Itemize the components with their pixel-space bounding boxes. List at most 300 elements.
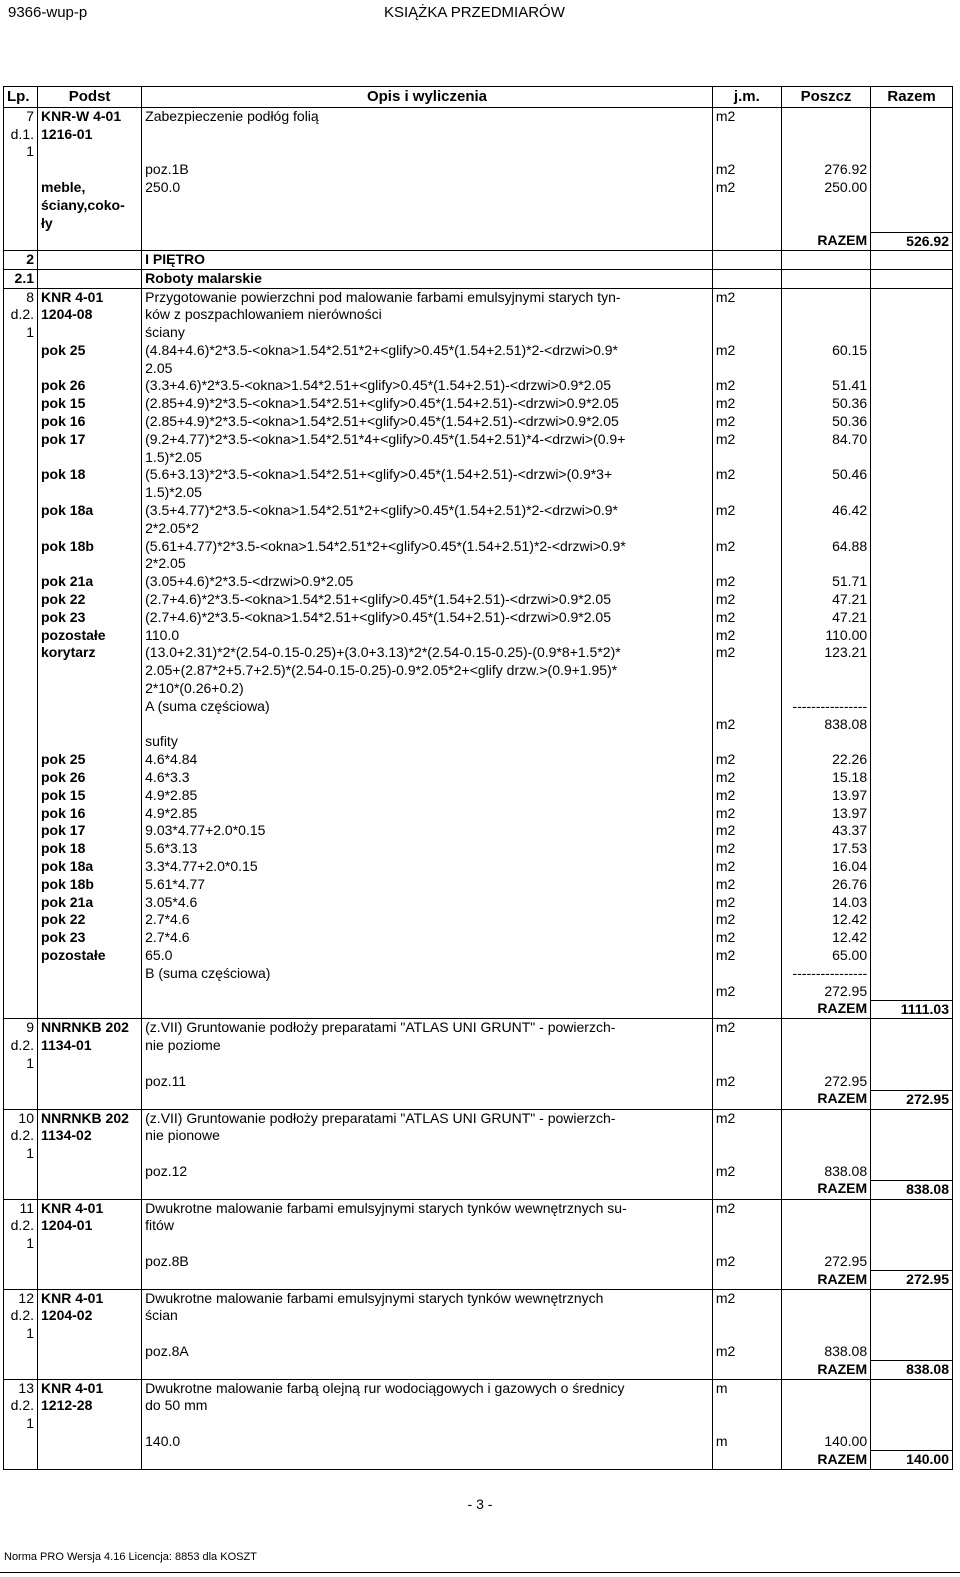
podst-cell: pok 23 [38, 609, 142, 627]
page-number: - 3 - [467, 1496, 493, 1512]
poszcz-cell [781, 520, 870, 538]
jm-cell: m2 [712, 466, 781, 484]
lp-cell: 1 [4, 1055, 38, 1073]
poszcz-cell: 51.41 [781, 377, 870, 395]
razem-cell [871, 1397, 953, 1415]
calc-row [4, 342, 953, 360]
razem-cell [871, 179, 953, 197]
opis-cell [142, 1325, 713, 1343]
podst-cell: 1204-08 [38, 306, 142, 324]
lp-cell [4, 769, 38, 787]
razem-cell [871, 787, 953, 805]
podst-cell: pok 22 [38, 591, 142, 609]
lp-cell [4, 1163, 38, 1181]
razem-cell [871, 377, 953, 395]
calc-row [4, 858, 953, 876]
calc-row [4, 1253, 953, 1271]
jm-cell: m2 [712, 627, 781, 645]
podst-cell: pok 18 [38, 840, 142, 858]
jm-cell [712, 1307, 781, 1325]
jm-cell: m2 [712, 1109, 781, 1127]
jm-cell: m2 [712, 1073, 781, 1091]
calc-row [4, 197, 953, 215]
razem-cell [871, 449, 953, 467]
razem-cell [871, 1325, 953, 1343]
poszcz-cell [781, 324, 870, 342]
jm-cell: m2 [712, 1019, 781, 1037]
lp-cell: d.2. [4, 1127, 38, 1145]
poszcz-cell [781, 270, 870, 289]
lp-cell [4, 573, 38, 591]
podst-cell: 1204-01 [38, 1217, 142, 1235]
opis-cell: ków z poszpachlowaniem nierówności [142, 306, 713, 324]
opis-cell [142, 1235, 713, 1253]
razem-cell [871, 1235, 953, 1253]
lp-cell [4, 947, 38, 965]
opis-cell: poz.1B [142, 161, 713, 179]
col-razem: Razem [871, 87, 953, 108]
podst-cell: pok 15 [38, 787, 142, 805]
lp-cell: d.2. [4, 1307, 38, 1325]
jm-cell: m2 [712, 609, 781, 627]
estimate-table [3, 86, 953, 1470]
poszcz-cell: 65.00 [781, 947, 870, 965]
podst-cell: pok 18 [38, 466, 142, 484]
poszcz-cell: 47.21 [781, 591, 870, 609]
poszcz-cell: RAZEM [781, 1180, 870, 1199]
lp-cell: d.2. [4, 1397, 38, 1415]
opis-cell: 3.3*4.77+2.0*0.15 [142, 858, 713, 876]
podst-cell: NNRNKB 202 [38, 1109, 142, 1127]
jm-cell: m2 [712, 894, 781, 912]
lp-cell: 9 [4, 1019, 38, 1037]
poszcz-cell: 123.21 [781, 644, 870, 662]
opis-cell: 5.61*4.77 [142, 876, 713, 894]
razem-cell [871, 1019, 953, 1037]
opis-cell: 4.9*2.85 [142, 787, 713, 805]
poszcz-cell [781, 197, 870, 215]
opis-cell [142, 1145, 713, 1163]
poszcz-cell: 50.46 [781, 466, 870, 484]
poszcz-cell: RAZEM [781, 1090, 870, 1109]
opis-cell: nie poziome [142, 1037, 713, 1055]
jm-cell: m2 [712, 805, 781, 823]
lp-cell [4, 179, 38, 197]
lp-cell: 12 [4, 1289, 38, 1307]
poszcz-cell [781, 1055, 870, 1073]
lp-cell: 7 [4, 108, 38, 126]
jm-cell [712, 1217, 781, 1235]
razem-cell [871, 805, 953, 823]
jm-cell: m2 [712, 876, 781, 894]
razem-cell [871, 1127, 953, 1145]
podst-cell: pok 16 [38, 805, 142, 823]
opis-cell [142, 1000, 713, 1019]
poszcz-cell [781, 662, 870, 680]
opis-cell: (z.VII) Gruntowanie podłoży preparatami "ATLAS UNI GRUNT" - powierzch- [142, 1019, 713, 1037]
lp-cell [4, 929, 38, 947]
razem-row [4, 1090, 953, 1109]
col-opis: Opis i wyliczenia [142, 87, 713, 108]
opis-cell: Dwukrotne malowanie farbą olejną rur wodociągowych i gazowych o średnicy [142, 1379, 713, 1397]
lp-cell [4, 520, 38, 538]
jm-cell: m2 [712, 769, 781, 787]
subtotal-row [4, 965, 953, 983]
jm-cell [712, 143, 781, 161]
podst-cell [38, 143, 142, 161]
podst-cell: KNR 4-01 [38, 1379, 142, 1397]
jm-cell [712, 360, 781, 378]
razem-cell [871, 1073, 953, 1091]
podst-cell [38, 1073, 142, 1091]
razem-cell [871, 698, 953, 716]
item-row [4, 143, 953, 161]
poszcz-cell: 22.26 [781, 751, 870, 769]
razem-cell [871, 431, 953, 449]
razem-cell [871, 520, 953, 538]
jm-cell [712, 555, 781, 573]
razem-cell [871, 591, 953, 609]
item-row [4, 108, 953, 126]
calc-row [4, 449, 953, 467]
opis-cell: ściany [142, 324, 713, 342]
lp-cell [4, 911, 38, 929]
opis-cell [142, 983, 713, 1001]
calc-row [4, 787, 953, 805]
jm-cell: m2 [712, 502, 781, 520]
podst-cell: 1216-01 [38, 126, 142, 144]
opis-cell: 2.7*4.6 [142, 911, 713, 929]
lp-cell: 11 [4, 1199, 38, 1217]
razem-cell [871, 858, 953, 876]
poszcz-cell: 272.95 [781, 983, 870, 1001]
poszcz-cell [781, 306, 870, 324]
jm-cell: m2 [712, 161, 781, 179]
poszcz-cell: 272.95 [781, 1253, 870, 1271]
item-row [4, 1199, 953, 1217]
lp-cell [4, 431, 38, 449]
jm-cell: m2 [712, 288, 781, 306]
razem-row [4, 232, 953, 251]
opis-cell: (3.3+4.6)*2*3.5-<okna>1.54*2.51+<glify>0.45*(1.54+2.51)-<drzwi>0.9*2.05 [142, 377, 713, 395]
lp-cell [4, 822, 38, 840]
razem-cell [871, 822, 953, 840]
poszcz-cell: RAZEM [781, 1271, 870, 1290]
lp-cell [4, 858, 38, 876]
opis-cell: A (suma częściowa) [142, 698, 713, 716]
razem-cell [871, 413, 953, 431]
podst-cell: pok 15 [38, 395, 142, 413]
podst-cell: NNRNKB 202 [38, 1019, 142, 1037]
jm-cell: m2 [712, 377, 781, 395]
razem-cell: 1111.03 [871, 1000, 953, 1019]
poszcz-cell [781, 733, 870, 751]
razem-cell [871, 894, 953, 912]
calc-row [4, 769, 953, 787]
opis-cell: (9.2+4.77)*2*3.5-<okna>1.54*2.51*4+<glify>0.45*(1.54+2.51)*4-<drzwi>(0.9+ [142, 431, 713, 449]
opis-cell: 65.0 [142, 947, 713, 965]
poszcz-cell: RAZEM [781, 1361, 870, 1380]
jm-cell: m2 [712, 179, 781, 197]
jm-cell [712, 232, 781, 251]
jm-cell: m2 [712, 751, 781, 769]
opis-cell [142, 1090, 713, 1109]
podst-cell: pozostałe [38, 947, 142, 965]
podst-cell: KNR-W 4-01 [38, 108, 142, 126]
podst-cell [38, 1271, 142, 1290]
jm-cell [712, 197, 781, 215]
jm-cell [712, 520, 781, 538]
jm-cell [712, 251, 781, 270]
podst-cell: pok 22 [38, 911, 142, 929]
razem-cell [871, 1415, 953, 1433]
opis-cell: 2*2.05*2 [142, 520, 713, 538]
footer-rule [0, 1572, 960, 1573]
opis-cell: 4.9*2.85 [142, 805, 713, 823]
lp-cell [4, 894, 38, 912]
lp-cell [4, 395, 38, 413]
podst-cell: pok 17 [38, 431, 142, 449]
razem-cell [871, 1037, 953, 1055]
podst-cell [38, 270, 142, 289]
lp-cell [4, 840, 38, 858]
podst-cell [38, 161, 142, 179]
jm-cell: m2 [712, 108, 781, 126]
calc-row [4, 591, 953, 609]
opis-cell: (13.0+2.31)*2*(2.54-0.15-0.25)+(3.0+3.13)*2*(2.54-0.15-0.25)-(0.9*8+1.5*2)* [142, 644, 713, 662]
podst-cell: KNR 4-01 [38, 1199, 142, 1217]
jm-cell [712, 662, 781, 680]
item-row [4, 1037, 953, 1055]
opis-cell: Roboty malarskie [142, 270, 713, 289]
lp-cell [4, 1090, 38, 1109]
lp-cell: 1 [4, 1325, 38, 1343]
poszcz-cell: RAZEM [781, 232, 870, 251]
razem-cell [871, 733, 953, 751]
calc-row [4, 929, 953, 947]
razem-cell [871, 947, 953, 965]
razem-cell [871, 965, 953, 983]
podst-cell [38, 1325, 142, 1343]
item-row [4, 126, 953, 144]
jm-cell [712, 733, 781, 751]
opis-cell: 1.5)*2.05 [142, 449, 713, 467]
razem-row [4, 1361, 953, 1380]
col-jm: j.m. [712, 87, 781, 108]
calc-row [4, 466, 953, 484]
lp-cell [4, 876, 38, 894]
poszcz-cell: ---------------- [781, 965, 870, 983]
razem-cell [871, 1217, 953, 1235]
opis-cell: (z.VII) Gruntowanie podłoży preparatami "ATLAS UNI GRUNT" - powierzch- [142, 1109, 713, 1127]
poszcz-cell [781, 1307, 870, 1325]
poszcz-cell [781, 1397, 870, 1415]
lp-cell [4, 215, 38, 233]
poszcz-cell [781, 1037, 870, 1055]
lp-cell [4, 680, 38, 698]
podst-cell [38, 965, 142, 983]
poszcz-cell: 110.00 [781, 627, 870, 645]
item-row [4, 324, 953, 342]
lp-cell [4, 1433, 38, 1451]
calc-row [4, 395, 953, 413]
lp-cell [4, 555, 38, 573]
podst-cell [38, 1090, 142, 1109]
col-lp: Lp. [4, 87, 38, 108]
razem-cell [871, 484, 953, 502]
item-row [4, 1217, 953, 1235]
razem-cell: 838.08 [871, 1180, 953, 1199]
poszcz-cell: 84.70 [781, 431, 870, 449]
razem-cell [871, 270, 953, 289]
podst-cell: KNR 4-01 [38, 1289, 142, 1307]
podst-cell: 1134-02 [38, 1127, 142, 1145]
opis-cell: poz.8B [142, 1253, 713, 1271]
lp-cell: 8 [4, 288, 38, 306]
calc-row [4, 1433, 953, 1451]
jm-cell [712, 1055, 781, 1073]
lp-cell [4, 342, 38, 360]
subhead-row [4, 733, 953, 751]
poszcz-cell: 26.76 [781, 876, 870, 894]
jm-cell: m2 [712, 1199, 781, 1217]
podst-cell [38, 449, 142, 467]
opis-cell: Przygotowanie powierzchni pod malowanie farbami emulsyjnymi starych tyn- [142, 288, 713, 306]
podst-cell [38, 1361, 142, 1380]
podst-cell [38, 733, 142, 751]
footer-text: Norma PRO Wersja 4.16 Licencja: 8853 dla KOSZT [4, 1551, 257, 1563]
lp-cell [4, 1253, 38, 1271]
calc-row [4, 751, 953, 769]
lp-cell [4, 1361, 38, 1380]
calc-row [4, 1343, 953, 1361]
lp-cell: 2 [4, 251, 38, 270]
podst-cell: 1204-02 [38, 1307, 142, 1325]
lp-cell [4, 698, 38, 716]
razem-cell [871, 324, 953, 342]
jm-cell: m2 [712, 787, 781, 805]
poszcz-cell: 16.04 [781, 858, 870, 876]
lp-cell [4, 449, 38, 467]
jm-cell [712, 1180, 781, 1199]
calc-row [4, 609, 953, 627]
poszcz-cell [781, 1217, 870, 1235]
poszcz-cell: 50.36 [781, 395, 870, 413]
podst-cell: meble, [38, 179, 142, 197]
lp-cell [4, 805, 38, 823]
razem-cell [871, 627, 953, 645]
razem-cell [871, 502, 953, 520]
jm-cell: m [712, 1379, 781, 1397]
opis-cell [142, 1415, 713, 1433]
razem-cell [871, 251, 953, 270]
opis-cell: poz.8A [142, 1343, 713, 1361]
poszcz-cell: 47.21 [781, 609, 870, 627]
opis-cell [142, 197, 713, 215]
poszcz-cell [781, 449, 870, 467]
podst-cell [38, 1433, 142, 1451]
lp-cell [4, 197, 38, 215]
opis-cell: (4.84+4.6)*2*3.5-<okna>1.54*2.51*2+<glify>0.45*(1.54+2.51)*2-<drzwi>0.9* [142, 342, 713, 360]
opis-cell [142, 232, 713, 251]
opis-cell: Dwukrotne malowanie farbami emulsyjnymi starych tynków wewnętrznych [142, 1289, 713, 1307]
jm-cell [712, 1235, 781, 1253]
opis-cell: 4.6*3.3 [142, 769, 713, 787]
item-row [4, 1055, 953, 1073]
col-poszcz: Poszcz [781, 87, 870, 108]
calc-row [4, 822, 953, 840]
razem-cell [871, 161, 953, 179]
razem-cell [871, 1145, 953, 1163]
jm-cell: m2 [712, 929, 781, 947]
opis-cell: 3.05*4.6 [142, 894, 713, 912]
item-row [4, 288, 953, 306]
podst-cell [38, 680, 142, 698]
lp-cell: 13 [4, 1379, 38, 1397]
podst-cell: pok 26 [38, 769, 142, 787]
razem-cell [871, 108, 953, 126]
poszcz-cell [781, 1325, 870, 1343]
poszcz-cell: 140.00 [781, 1433, 870, 1451]
calc-row [4, 431, 953, 449]
jm-cell: m2 [712, 947, 781, 965]
poszcz-cell: 50.36 [781, 413, 870, 431]
jm-cell: m2 [712, 644, 781, 662]
lp-cell [4, 609, 38, 627]
podst-cell: pok 21a [38, 573, 142, 591]
podst-cell: korytarz [38, 644, 142, 662]
razem-cell [871, 360, 953, 378]
opis-cell: 2*2.05 [142, 555, 713, 573]
section-row [4, 270, 953, 289]
jm-cell [712, 1145, 781, 1163]
item-row [4, 1325, 953, 1343]
calc-row [4, 840, 953, 858]
lp-cell [4, 538, 38, 556]
podst-cell: KNR 4-01 [38, 288, 142, 306]
item-row [4, 1379, 953, 1397]
podst-cell [38, 360, 142, 378]
opis-cell [142, 1361, 713, 1380]
item-row [4, 1289, 953, 1307]
jm-cell: m2 [712, 538, 781, 556]
razem-cell [871, 876, 953, 894]
razem-cell [871, 1163, 953, 1181]
podst-cell [38, 1235, 142, 1253]
poszcz-cell: 64.88 [781, 538, 870, 556]
podst-cell: pok 18a [38, 858, 142, 876]
item-row [4, 1397, 953, 1415]
opis-cell [142, 1451, 713, 1470]
lp-cell [4, 232, 38, 251]
calc-row [4, 662, 953, 680]
opis-cell [142, 143, 713, 161]
razem-cell [871, 1289, 953, 1307]
opis-cell: Dwukrotne malowanie farbami emulsyjnymi starych tynków wewnętrznych su- [142, 1199, 713, 1217]
poszcz-cell [781, 1127, 870, 1145]
poszcz-cell: 838.08 [781, 1163, 870, 1181]
razem-cell [871, 751, 953, 769]
opis-cell: 4.6*4.84 [142, 751, 713, 769]
jm-cell: m2 [712, 395, 781, 413]
podst-cell: pok 26 [38, 377, 142, 395]
calc-row [4, 876, 953, 894]
opis-cell: 9.03*4.77+2.0*0.15 [142, 822, 713, 840]
poszcz-cell: 46.42 [781, 502, 870, 520]
jm-cell [712, 270, 781, 289]
podst-cell [38, 1343, 142, 1361]
jm-cell: m [712, 1433, 781, 1451]
